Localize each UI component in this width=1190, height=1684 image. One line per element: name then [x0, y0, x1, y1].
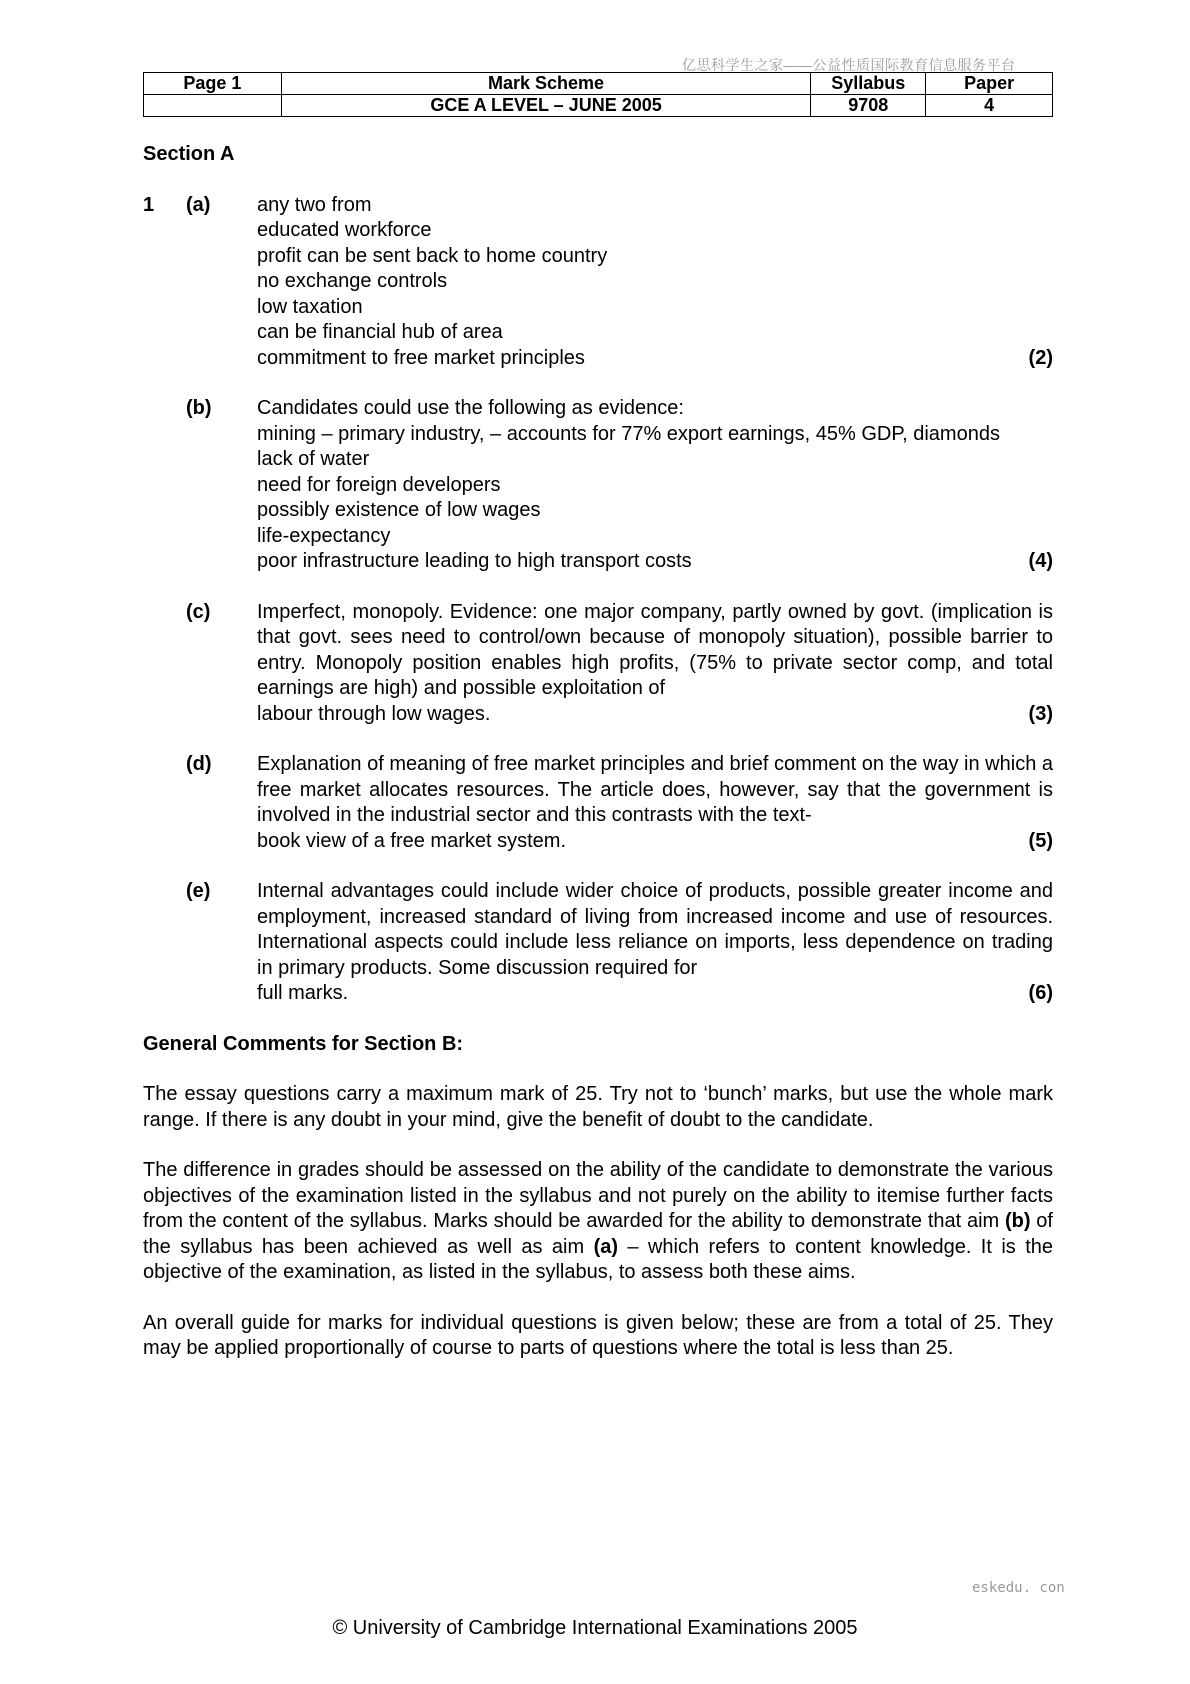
answer-line: possibly existence of low wages	[257, 499, 541, 521]
header-syllabus: Syllabus	[811, 73, 926, 95]
answer-line: mining – primary industry, – accounts for 77% export earnings, 45% GDP, diamonds	[257, 422, 1000, 445]
answer-text: Explanation of meaning of free market principles and brief comment on the way in which a free market allocates resources. The article does, however, say that the government is involved in the industrial sector and this contrasts with the text-	[257, 753, 1053, 826]
header-page: Page 1	[144, 73, 282, 95]
paragraph: An overall guide for marks for individual questions is given below; these are from a total of 25. They may be applied proportionally of course to parts of questions where the total is less than 25.	[143, 1311, 1053, 1359]
answer-line: labour through low wages.	[257, 702, 491, 725]
watermark-top: 亿思科学生之家——公益性质国际教育信息服务平台	[682, 57, 1016, 73]
part-label: (e)	[186, 880, 211, 902]
answer-line: life-expectancy	[257, 524, 391, 547]
answer-text: Internal advantages could include wider choice of products, possible greater income and employment, increased standard of living from increased income and use of resources. International aspects could include less reliance on imports, less dependence on trading in primary products. Some discussion required for	[257, 880, 1053, 979]
answer-line: full marks.	[257, 982, 349, 1004]
part-label: (b)	[186, 397, 212, 419]
answer-line: book view of a free market system.	[257, 829, 567, 852]
answer-line: any two from	[257, 193, 372, 216]
part-label: (a)	[186, 193, 211, 216]
answer-line: commitment to free market principles	[257, 346, 585, 369]
watermark-bottom: eskedu. con	[972, 1580, 1065, 1596]
header-row	[144, 95, 1053, 117]
part-label: (c)	[186, 600, 211, 623]
aim-a-ref: (a)	[593, 1235, 619, 1258]
page-content	[143, 142, 1053, 1387]
answer-line: low taxation	[257, 295, 363, 318]
answer-line: need for foreign developers	[257, 473, 501, 496]
header-row	[144, 73, 1053, 95]
mark-allocation: (3)	[1028, 702, 1053, 725]
answer-line: no exchange controls	[257, 270, 448, 292]
header-paper: Paper	[926, 73, 1053, 95]
question-1b	[143, 396, 1053, 575]
paragraph	[143, 1158, 1053, 1286]
question-number: 1	[143, 193, 155, 216]
answer-text: Imperfect, monopoly. Evidence: one major company, partly owned by govt. (implication is that govt. sees need to control/own because of monopoly situation), possible barrier to entry. Monopoly position enables high profits, (75% to private sector comp, and total earnings are high) and possible exploitation of	[257, 600, 1053, 699]
paragraph-text: – which refers to content knowledge. It is the objective of the examination, as listed in the syllabus, to assess both these aims.	[143, 1235, 1053, 1283]
question-1d	[143, 752, 1053, 854]
section-a-title: Section A	[143, 143, 235, 165]
header-mark-scheme: Mark Scheme	[281, 73, 811, 95]
answer-line: can be financial hub of area	[257, 321, 503, 343]
question-1c	[143, 600, 1053, 728]
header-empty	[144, 95, 282, 117]
question-1a	[143, 193, 1053, 372]
header-paper-number: 4	[926, 95, 1053, 117]
header-exam-title: GCE A LEVEL – JUNE 2005	[281, 95, 811, 117]
paragraph: The essay questions carry a maximum mark of 25. Try not to ‘bunch’ marks, but use the whole mark range. If there is any doubt in your mind, give the benefit of doubt to the candidate.	[143, 1083, 1053, 1131]
part-label: (d)	[186, 753, 212, 775]
header-syllabus-code: 9708	[811, 95, 926, 117]
header-table	[143, 72, 1053, 117]
answer-line: educated workforce	[257, 219, 432, 241]
paragraph-text: The difference in grades should be assessed on the ability of the candidate to demonstrate the various objectives of the examination listed in the syllabus and not purely on the ability to itemise further facts from the content of the syllabus. Marks should be awarded for the ability to demonstrate that aim	[143, 1159, 1053, 1232]
paragraph-text: of the syllabus has been achieved as well as aim	[143, 1210, 1053, 1258]
mark-allocation: (2)	[1028, 346, 1053, 369]
answer-intro: Candidates could use the following as evidence:	[257, 397, 684, 419]
footer-copyright: © University of Cambridge International Examinations 2005	[332, 1617, 858, 1639]
mark-allocation: (5)	[1028, 829, 1053, 852]
answer-line: poor infrastructure leading to high transport costs	[257, 550, 692, 572]
question-1e	[143, 879, 1053, 1007]
mark-allocation: (4)	[1028, 550, 1053, 572]
mark-allocation: (6)	[1028, 982, 1053, 1004]
answer-line: profit can be sent back to home country	[257, 244, 608, 267]
answer-line: lack of water	[257, 448, 370, 470]
general-comments-title: General Comments for Section B:	[143, 1032, 464, 1055]
aim-b-ref: (b)	[1004, 1210, 1031, 1232]
